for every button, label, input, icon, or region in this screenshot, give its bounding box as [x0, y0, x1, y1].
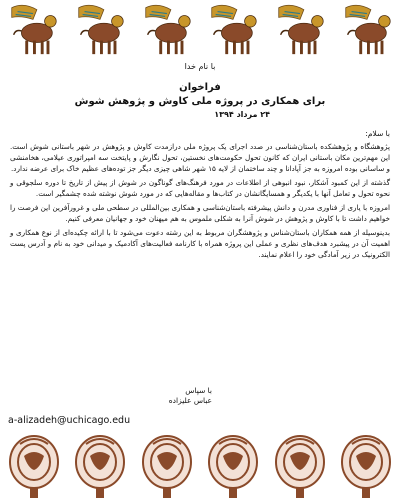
top-frieze [0, 0, 400, 58]
rosette-icon [334, 430, 398, 500]
rosette-icon [201, 430, 265, 500]
email-link[interactable]: a-alizadeh@uchicago.edu [8, 415, 131, 426]
rosette-icon [135, 430, 199, 500]
bottom-frieze [0, 430, 400, 500]
rosette-icon [2, 430, 66, 500]
title-line-2: برای همکاری در پروژه ملی کاوش و پژوهش شوش [74, 96, 326, 107]
closing: با سپاس [185, 386, 212, 395]
basmala: با نام خدا [184, 62, 216, 71]
lamassu-icon [271, 0, 329, 58]
rosette-icon [268, 430, 332, 500]
paragraph: پژوهشگاه و پژوهشکده باستان‌شناسی در صدد اجرای یک پروژه ملی درازمدت کاوش و پژوهش در شهر باستانی شوش است. این مهم‌ترین مکان باستانی ایران که کانون تحول حکومت‌های نخستین، تحول نگارش و پایتخت سه امپراتوری عیلامی، هخامنشی و ساسانی بوده امروزه به جز آپادانا و چند ساختمان از لایه ۱۵ شهر شاهی چیزی دیگر جز توده‌های عظیم خاک برای عرضه ندارد. [10, 142, 390, 173]
lamassu-icon [71, 0, 129, 58]
title-line-1: فراخوان [179, 82, 221, 93]
lamassu-icon [338, 0, 396, 58]
letter-date: ۲۴ مرداد ۱۳۹۴ [214, 110, 270, 119]
paragraph: امروزه با یاری از فناوری مدرن و دانش پیشرفته باستان‌شناسی و همکاری بین‌المللی در سطحی ملی و غرورآفرین این فرصت را خواهیم داشت تا با کاوش و پژوهش در شوش آنرا به شکلی ملموس به هم میهنان خود و جهانیان معرفی کنیم. [10, 203, 390, 223]
lamassu-icon [138, 0, 196, 58]
signature-block [12, 386, 212, 406]
paragraph: بدینوسیله از همه همکاران باستان‌شناس و پژوهشگران مربوط به این رشته دعوت می‌شود تا با ارائه چکیده‌ای از نوع همکاری و اهمیت آن در پیشبرد هدف‌های نظری و عملی این پروژه همراه با کارنامه فعالیت‌های آکادمیک و میدانی خود به نام و آدرس پست الکترونیک در زیر آمادگی خود را اعلام نمایند. [10, 228, 390, 259]
lamassu-icon [204, 0, 262, 58]
paragraph: گذشته از این کمبود آشکار، نبود انبوهی از اطلاعات در مورد فرهنگ‌های گوناگون در شوش از پیش از تاریخ تا دوره سلجوقی و نحوه تحول و تعامل آنها با یکدیگر و همسایگانشان در کتاب‌ها و مقاله‌هایی که در مورد شوش نوشته شده چشمگیر است. [10, 178, 390, 198]
greeting: با سلام: [365, 129, 390, 138]
letter-body [10, 62, 390, 412]
lamassu-icon [4, 0, 62, 58]
rosette-icon [68, 430, 132, 500]
signer-name: عباس علیزاده [168, 396, 212, 405]
